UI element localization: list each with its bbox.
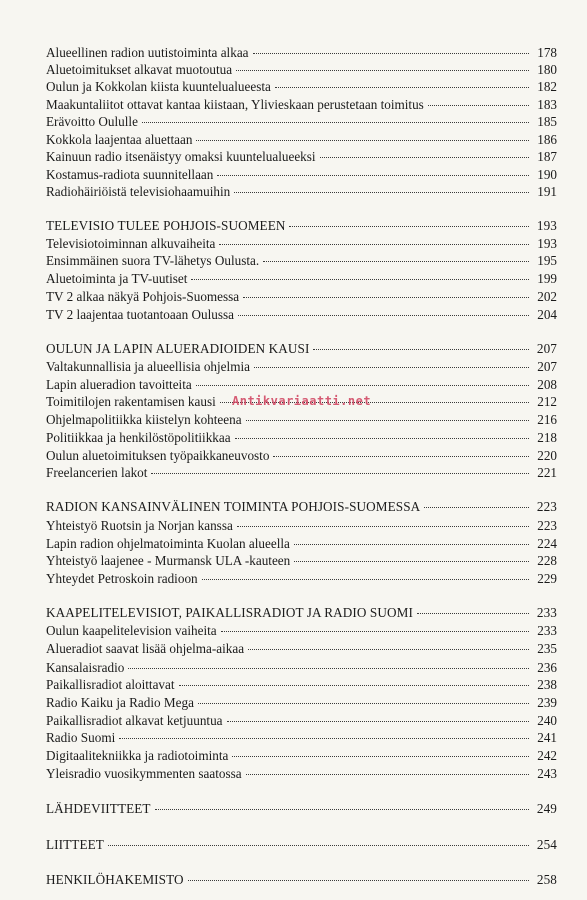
toc-page-number: 193 (536, 218, 557, 233)
toc-entry-title: Digitaalitekniikka ja radiotoiminta (46, 748, 229, 763)
toc-entry (46, 640, 557, 658)
toc-section-heading (46, 800, 557, 818)
toc-entry-title: Alueradiot saavat lisää ohjelma-aikaa (46, 641, 245, 656)
toc-page-number: 182 (537, 79, 557, 94)
toc-entry-title: TV 2 alkaa näkyä Pohjois-Suomessa (46, 289, 240, 304)
toc-section-heading (46, 836, 557, 854)
toc-page-number: 204 (537, 307, 557, 322)
dot-leader (234, 192, 529, 193)
dot-leader (237, 526, 529, 527)
watermark: Antikvariaatti.net (232, 394, 372, 408)
dot-leader (196, 385, 529, 386)
toc-page-number: 240 (537, 713, 557, 728)
dot-leader (294, 544, 529, 545)
toc-page-number: 241 (537, 730, 557, 745)
toc-section-heading (46, 604, 557, 622)
toc-page-number: 199 (537, 271, 557, 286)
toc-entry-title: Televisiotoiminnan alkuvaiheita (46, 236, 216, 251)
dot-leader (235, 438, 529, 439)
dot-leader (254, 367, 529, 368)
toc-entry (46, 676, 557, 694)
toc-entry-title: Yhteistyö Ruotsin ja Norjan kanssa (46, 518, 233, 533)
toc-entry (46, 411, 557, 429)
toc-page-number: 202 (537, 289, 557, 304)
toc-entry (46, 535, 557, 553)
toc-entry-title: Radio Kaiku ja Radio Mega (46, 695, 194, 710)
dot-leader (119, 738, 529, 739)
dot-leader (417, 613, 529, 614)
dot-leader (246, 774, 529, 775)
dot-leader (236, 70, 529, 71)
dot-leader (196, 140, 529, 141)
toc-page-number: 218 (537, 430, 557, 445)
toc-page-number: 236 (537, 660, 557, 675)
dot-leader (238, 315, 529, 316)
toc-entry-title: LIITTEET (46, 837, 104, 852)
toc-entry (46, 252, 557, 270)
toc-entry (46, 376, 557, 394)
toc-page-number: 212 (537, 394, 557, 409)
toc-section-heading (46, 340, 557, 358)
toc-page-number: 229 (537, 571, 557, 586)
toc-entry-title: Radio Suomi (46, 730, 116, 745)
toc-page-number: 221 (537, 465, 557, 480)
toc-entry (46, 552, 557, 570)
toc-section-heading (46, 498, 557, 516)
toc-entry (46, 622, 557, 640)
toc-page-number: 223 (537, 518, 557, 533)
dot-leader (253, 53, 529, 54)
toc-entry (46, 517, 557, 535)
toc-entry (46, 270, 557, 288)
toc-entry (46, 447, 557, 465)
dot-leader (227, 721, 529, 722)
toc-entry-title: LÄHDEVIITTEET (46, 801, 151, 816)
toc-entry (46, 288, 557, 306)
toc-entry-title: Oulun kaapelitelevision vaiheita (46, 623, 217, 638)
toc-page-number: 187 (537, 149, 557, 164)
dot-leader (191, 279, 529, 280)
dot-leader (263, 261, 529, 262)
toc-page-number: 207 (537, 359, 557, 374)
toc-entry-title: Oulun ja Kokkolan kiista kuuntelualueesta (46, 79, 271, 94)
toc-entry (46, 166, 557, 184)
toc-entry-title: Oulun aluetoimituksen työpaikkaneuvosto (46, 448, 270, 463)
toc-entry-title: Paikallisradiot aloittavat (46, 677, 175, 692)
dot-leader (246, 420, 529, 421)
toc-entry-title: OULUN JA LAPIN ALUERADIOIDEN KAUSI (46, 341, 310, 356)
toc-entry (46, 113, 557, 131)
toc-entry-title: Kostamus-radiota suunnitellaan (46, 167, 214, 182)
toc-entry-title: Maakuntaliitot ottavat kantaa kiistaan, Ylivieskaan perustetaan toimitus (46, 97, 424, 112)
dot-leader (243, 297, 529, 298)
toc-entry-title: Yhteydet Petroskoin radioon (46, 571, 198, 586)
dot-leader (428, 105, 529, 106)
toc-entry (46, 570, 557, 588)
toc-entry (46, 712, 557, 730)
toc-page-number: 178 (537, 45, 557, 60)
toc-entry (46, 729, 557, 747)
toc-entry (46, 96, 557, 114)
toc-entry (46, 358, 557, 376)
toc-page-number: 258 (536, 872, 557, 887)
toc-entry-title: Ensimmäinen suora TV-lähetys Oulusta. (46, 253, 260, 268)
dot-leader (273, 456, 529, 457)
toc-entry-title: Lapin alueradion tavoitteita (46, 377, 192, 392)
toc-entry-title: Toimitilojen rakentamisen kausi (46, 394, 216, 409)
toc-page-number: 238 (537, 677, 557, 692)
toc-page-number: 233 (537, 623, 557, 638)
dot-leader (221, 631, 529, 632)
toc-page-number: 220 (537, 448, 557, 463)
toc-entry-title: TV 2 laajentaa tuotantoaan Oulussa (46, 307, 234, 322)
toc-page-number: 185 (537, 114, 557, 129)
dot-leader (108, 845, 529, 846)
toc-page-number: 183 (537, 97, 557, 112)
toc-entry-title: Kokkola laajentaa aluettaan (46, 132, 193, 147)
dot-leader (219, 244, 529, 245)
toc-entry-title: Freelancerien lakot (46, 465, 148, 480)
toc-entry-title: RADION KANSAINVÄLINEN TOIMINTA POHJOIS-SUOMESSA (46, 499, 421, 514)
toc-entry-title: Ohjelmapolitiikka kiistelyn kohteena (46, 412, 242, 427)
toc-page-number: 186 (537, 132, 557, 147)
dot-leader (202, 579, 529, 580)
toc-entry (46, 765, 557, 783)
toc-entry-title: Alueellinen radion uutistoiminta alkaa (46, 45, 249, 60)
dot-leader (232, 756, 529, 757)
toc-page-number: 249 (536, 801, 557, 816)
toc-entry-title: Erävoitto Oululle (46, 114, 138, 129)
toc-entry-title: Aluetoimitukset alkavat muotoutua (46, 62, 233, 77)
toc-entry-title: Paikallisradiot alkavat ketjuuntua (46, 713, 223, 728)
toc-entry-title: Politiikkaa ja henkilöstöpolitiikkaa (46, 430, 231, 445)
dot-leader (155, 809, 529, 810)
toc-entry-title: KAAPELITELEVISIOT, PAIKALLISRADIOT JA RADIO SUOMI (46, 605, 413, 620)
toc-page-number: 207 (536, 341, 557, 356)
toc-page-number: 193 (537, 236, 557, 251)
dot-leader (320, 157, 529, 158)
toc-entry-title: Aluetoiminta ja TV-uutiset (46, 271, 188, 286)
toc-entry (46, 61, 557, 79)
toc-page-number: 228 (537, 553, 557, 568)
dot-leader (248, 649, 529, 650)
dot-leader (313, 349, 529, 350)
toc-entry (46, 694, 557, 712)
toc-entry (46, 148, 557, 166)
dot-leader (198, 703, 529, 704)
toc-entry-title: Kainuun radio itsenäistyy omaksi kuuntelualueeksi (46, 149, 316, 164)
toc-entry-title: Kansalaisradio (46, 660, 125, 675)
dot-leader (188, 880, 529, 881)
toc-page-number: 243 (537, 766, 557, 781)
dot-leader (289, 226, 529, 227)
dot-leader (275, 87, 529, 88)
dot-leader (151, 473, 529, 474)
toc-section-heading (46, 217, 557, 235)
toc-section-heading (46, 871, 557, 889)
dot-leader (179, 685, 529, 686)
toc-page-number: 242 (537, 748, 557, 763)
dot-leader (128, 668, 529, 669)
toc-entry-title: TELEVISIO TULEE POHJOIS-SUOMEEN (46, 218, 286, 233)
toc-entry (46, 131, 557, 149)
toc-page-number: 195 (537, 253, 557, 268)
toc-page-number: 233 (536, 605, 557, 620)
toc-entry (46, 183, 557, 201)
toc-page-number: 254 (536, 837, 557, 852)
toc-page-number: 191 (537, 184, 557, 199)
toc-entry-title: Radiohäiriöistä televisiohaamuihin (46, 184, 231, 199)
toc-entry (46, 659, 557, 677)
toc-entry (46, 78, 557, 96)
toc-page-number: 216 (537, 412, 557, 427)
toc-entry-title: Lapin radion ohjelmatoiminta Kuolan alueella (46, 536, 290, 551)
dot-leader (294, 561, 529, 562)
toc-entry (46, 747, 557, 765)
dot-leader (142, 122, 529, 123)
toc-entry-title: HENKILÖHAKEMISTO (46, 872, 184, 887)
toc-entry (46, 44, 557, 62)
toc-entry-title: Yleisradio vuosikymmenten saatossa (46, 766, 242, 781)
toc-page-number: 239 (537, 695, 557, 710)
toc-entry (46, 429, 557, 447)
toc-page-number: 223 (536, 499, 557, 514)
toc-entry (46, 235, 557, 253)
toc-page-number: 235 (537, 641, 557, 656)
toc-page-number: 224 (537, 536, 557, 551)
toc-page-number: 208 (537, 377, 557, 392)
toc-entry-title: Valtakunnallisia ja alueellisia ohjelmia (46, 359, 250, 374)
dot-leader (217, 175, 529, 176)
toc-entry (46, 464, 557, 482)
dot-leader (424, 507, 529, 508)
toc-entry (46, 306, 557, 324)
toc-page-number: 190 (537, 167, 557, 182)
toc-page-number: 180 (537, 62, 557, 77)
toc-entry-title: Yhteistyö laajenee - Murmansk ULA -kauteen (46, 553, 291, 568)
